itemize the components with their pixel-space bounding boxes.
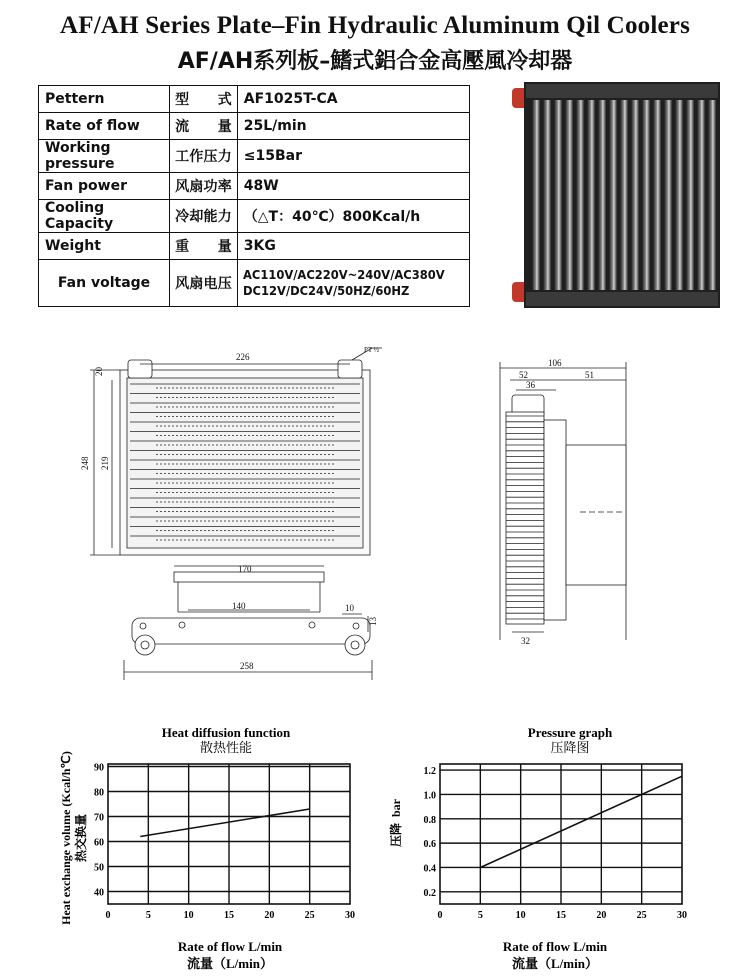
spec-label-en: Pettern xyxy=(39,86,170,113)
x-tick-label: 25 xyxy=(304,910,315,921)
x-tick-label: 20 xyxy=(264,910,275,921)
chart-1 xyxy=(388,725,687,971)
x-tick-label: 15 xyxy=(556,910,566,921)
y-tick-label: 60 xyxy=(94,837,104,849)
y-tick-label: 0.2 xyxy=(423,887,436,899)
y-tick-label: 70 xyxy=(94,812,104,824)
dim-side-inner: 36 xyxy=(526,380,535,390)
x-tick-label: 0 xyxy=(437,910,443,921)
x-tick-label: 20 xyxy=(596,910,607,921)
x-tick-label: 15 xyxy=(224,910,234,921)
x-tick-label: 25 xyxy=(636,910,647,921)
x-axis-label-cn: 流量（L/min） xyxy=(187,956,273,971)
dim-side-core: 32 xyxy=(521,636,530,646)
spec-value: （△T：40℃）800Kcal/h xyxy=(237,200,469,233)
y-tick-label: 0.6 xyxy=(423,839,436,851)
x-tick-label: 30 xyxy=(677,910,687,921)
spec-value: AF1025T-CA xyxy=(237,86,469,113)
chart-title-cn: 压降图 xyxy=(550,740,590,755)
y-tick-label: 50 xyxy=(94,862,104,874)
x-axis-label-cn: 流量（L/min） xyxy=(512,956,598,971)
title-english: AF/AH Series Plate–Fin Hydraulic Aluminum Qil Coolers xyxy=(59,12,691,39)
y-axis-label: Heat exchange volume (Kcal/h℃) xyxy=(59,751,73,925)
spec-label-cn: 冷却能力 xyxy=(170,200,238,233)
spec-value: ≤15Bar xyxy=(237,140,469,173)
y-axis-label-cn: 压降 xyxy=(389,822,403,848)
voltage-line-1: AC110V/AC220V~240V/AC380V xyxy=(243,267,445,282)
spec-label-en: Working pressure xyxy=(39,140,170,173)
dim-side-total: 106 xyxy=(548,358,562,368)
dim-front-core: 219 xyxy=(100,456,110,470)
dim-13: 13 xyxy=(368,617,378,626)
chart-title-cn: 散热性能 xyxy=(199,740,253,755)
y-tick-label: 80 xyxy=(94,787,104,799)
spec-label-cn: 风扇电压 xyxy=(170,260,238,307)
y-tick-label: 90 xyxy=(94,762,104,774)
dim-overall-width: 258 xyxy=(240,661,254,671)
dim-10: 10 xyxy=(345,603,354,613)
y-tick-label: 0.8 xyxy=(423,814,436,826)
spec-value: 48W xyxy=(237,173,469,200)
series-line xyxy=(480,776,682,867)
chart-0 xyxy=(59,725,355,971)
y-tick-label: 0.4 xyxy=(423,863,436,875)
dim-front-top: 20 xyxy=(94,367,104,376)
series-line xyxy=(140,809,309,837)
spec-label-en: Weight xyxy=(39,233,170,260)
y-tick-label: 40 xyxy=(94,887,104,899)
y-axis-label-cn: 热交换量 xyxy=(74,813,88,863)
dim-side-left: 52 xyxy=(519,370,528,380)
x-axis-label: Rate of flow L/min xyxy=(177,939,283,954)
spec-label-cn: 风扇功率 xyxy=(170,173,238,200)
x-tick-label: 10 xyxy=(183,910,194,921)
voltage-line-2: DC12V/DC24V/50HZ/60HZ xyxy=(243,283,410,298)
chart-title: Heat diffusion function xyxy=(161,725,291,740)
spec-label-cn: 流量 xyxy=(170,113,238,140)
x-tick-label: 10 xyxy=(515,910,526,921)
spec-label-en: Fan power xyxy=(39,173,170,200)
dim-front-width: 226 xyxy=(236,352,250,362)
spec-label-cn: 工作压力 xyxy=(170,140,238,173)
dim-side-right: 51 xyxy=(585,370,594,380)
x-axis-label: Rate of flow L/min xyxy=(502,939,608,954)
title-chinese: AF/AH系列板–鰭式鋁合金高壓風冷却器 xyxy=(177,49,573,74)
dim-holes: 140 xyxy=(232,601,246,611)
spec-value: 3KG xyxy=(237,233,469,260)
spec-label-en: Cooling Capacity xyxy=(39,200,170,233)
dim-port: PT ½ xyxy=(364,346,380,354)
spec-label-en: Fan voltage xyxy=(39,260,170,307)
dim-front-overall: 248 xyxy=(80,456,90,470)
x-tick-label: 0 xyxy=(105,910,111,921)
dim-bracket: 170 xyxy=(238,564,252,574)
spec-label-en: Rate of flow xyxy=(39,113,170,140)
spec-value: 25L/min xyxy=(237,113,469,140)
y-axis-label: bar xyxy=(389,799,403,817)
x-tick-label: 30 xyxy=(345,910,355,921)
y-tick-label: 1.0 xyxy=(423,790,436,802)
y-tick-label: 1.2 xyxy=(423,766,436,778)
spec-label-cn: 型式 xyxy=(170,86,238,113)
x-tick-label: 5 xyxy=(477,910,483,921)
spec-label-cn: 重量 xyxy=(170,233,238,260)
x-tick-label: 5 xyxy=(145,910,151,921)
chart-title: Pressure graph xyxy=(527,725,613,740)
